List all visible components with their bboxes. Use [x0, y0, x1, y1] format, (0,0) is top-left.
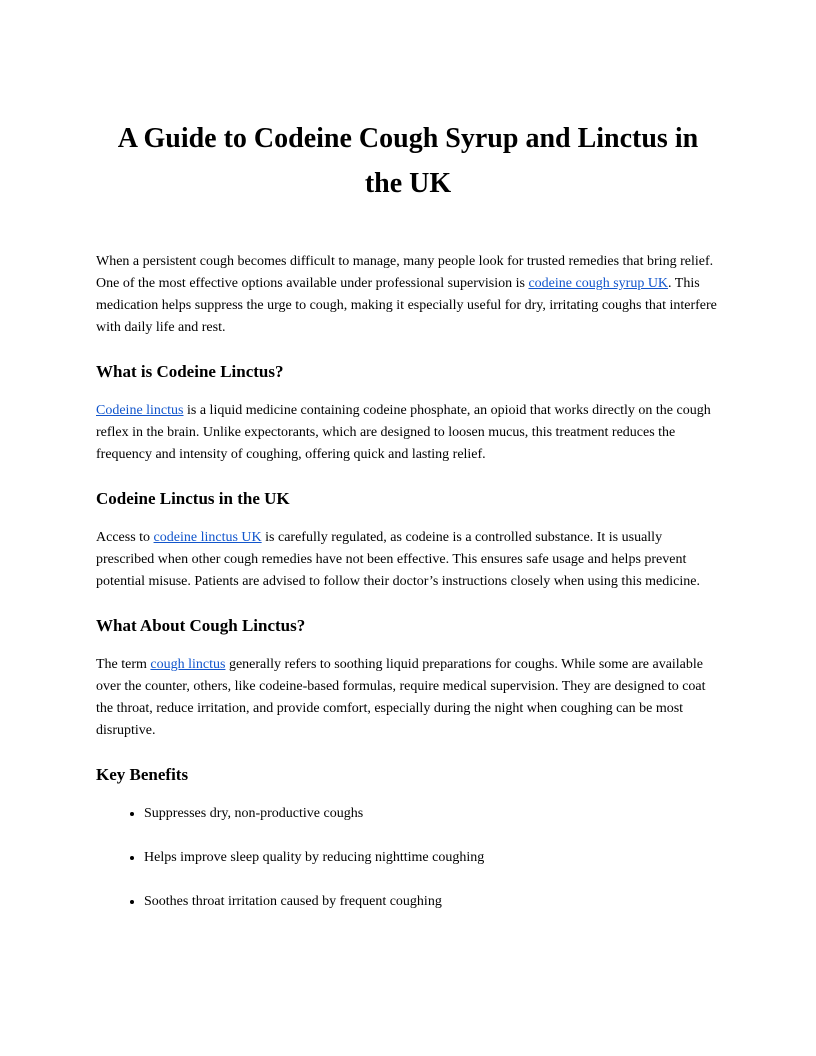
section-heading-codeine-linctus-in-the-uk: Codeine Linctus in the UK	[96, 489, 290, 508]
intro-text-pre: When a persistent cough becomes difficult to manage, many people look for trusted remedies that bring relief. One of the most effective options available under professional supervision is	[96, 254, 714, 291]
list-item: • Helps improve sleep quality by reducing nighttime coughing	[144, 847, 720, 869]
cough-linctus-link[interactable]: cough linctus	[150, 657, 226, 672]
codeine-cough-syrup-uk-link[interactable]: codeine cough syrup UK	[528, 276, 669, 291]
section-paragraph	[96, 654, 720, 742]
section-heading-what-about-cough-linctus: What About Cough Linctus?	[96, 616, 306, 635]
intro-paragraph	[96, 251, 720, 339]
section-what-about-cough-linctus	[96, 613, 720, 742]
intro-text-post: . This medication helps suppress the urge to cough, making it especially useful for dry, irritating coughs that interfere with daily life and rest.	[96, 276, 717, 335]
section-key-benefits	[96, 762, 720, 913]
page-title: A Guide to Codeine Cough Syrup and Linctus in the UK	[117, 123, 699, 199]
list-item: • Soothes throat irritation caused by frequent coughing	[144, 891, 720, 913]
section-heading-what-is-codeine-linctus: What is Codeine Linctus?	[96, 362, 284, 381]
section-heading-key-benefits: Key Benefits	[96, 765, 189, 784]
section-what-is-codeine-linctus	[96, 359, 720, 466]
codeine-linctus-uk-link[interactable]: codeine linctus UK	[153, 530, 262, 545]
key-benefits-list	[96, 803, 720, 913]
section-text-pre: Access to	[96, 530, 154, 545]
list-item: • Suppresses dry, non-productive coughs	[144, 803, 720, 825]
section-text-post: is carefully regulated, as codeine is a controlled substance. It is usually prescribed when other cough remedies have not been effective. This ensures safe usage and helps prevent potential misuse. Patients are advised to follow their doctor’s instructions closely when using this medicine.	[96, 530, 700, 589]
section-text-post: is a liquid medicine containing codeine phosphate, an opioid that works directly on the cough reflex in the brain. Unlike expectorants, which are designed to loosen mucus, this treatment reduces the frequency and intensity of coughing, offering quick and lasting relief.	[96, 403, 711, 462]
section-codeine-linctus-in-the-uk	[96, 486, 720, 593]
section-paragraph	[96, 400, 720, 466]
section-text-post: generally refers to soothing liquid preparations for coughs. While some are available over the counter, others, like codeine-based formulas, require medical supervision. They are designed to coat the throat, reduce irritation, and provide comfort, especially during the night when coughing can be most disruptive.	[96, 657, 706, 738]
codeine-linctus-link[interactable]: Codeine linctus	[96, 403, 184, 418]
section-paragraph	[96, 527, 720, 593]
section-text-pre: The term	[96, 657, 151, 672]
